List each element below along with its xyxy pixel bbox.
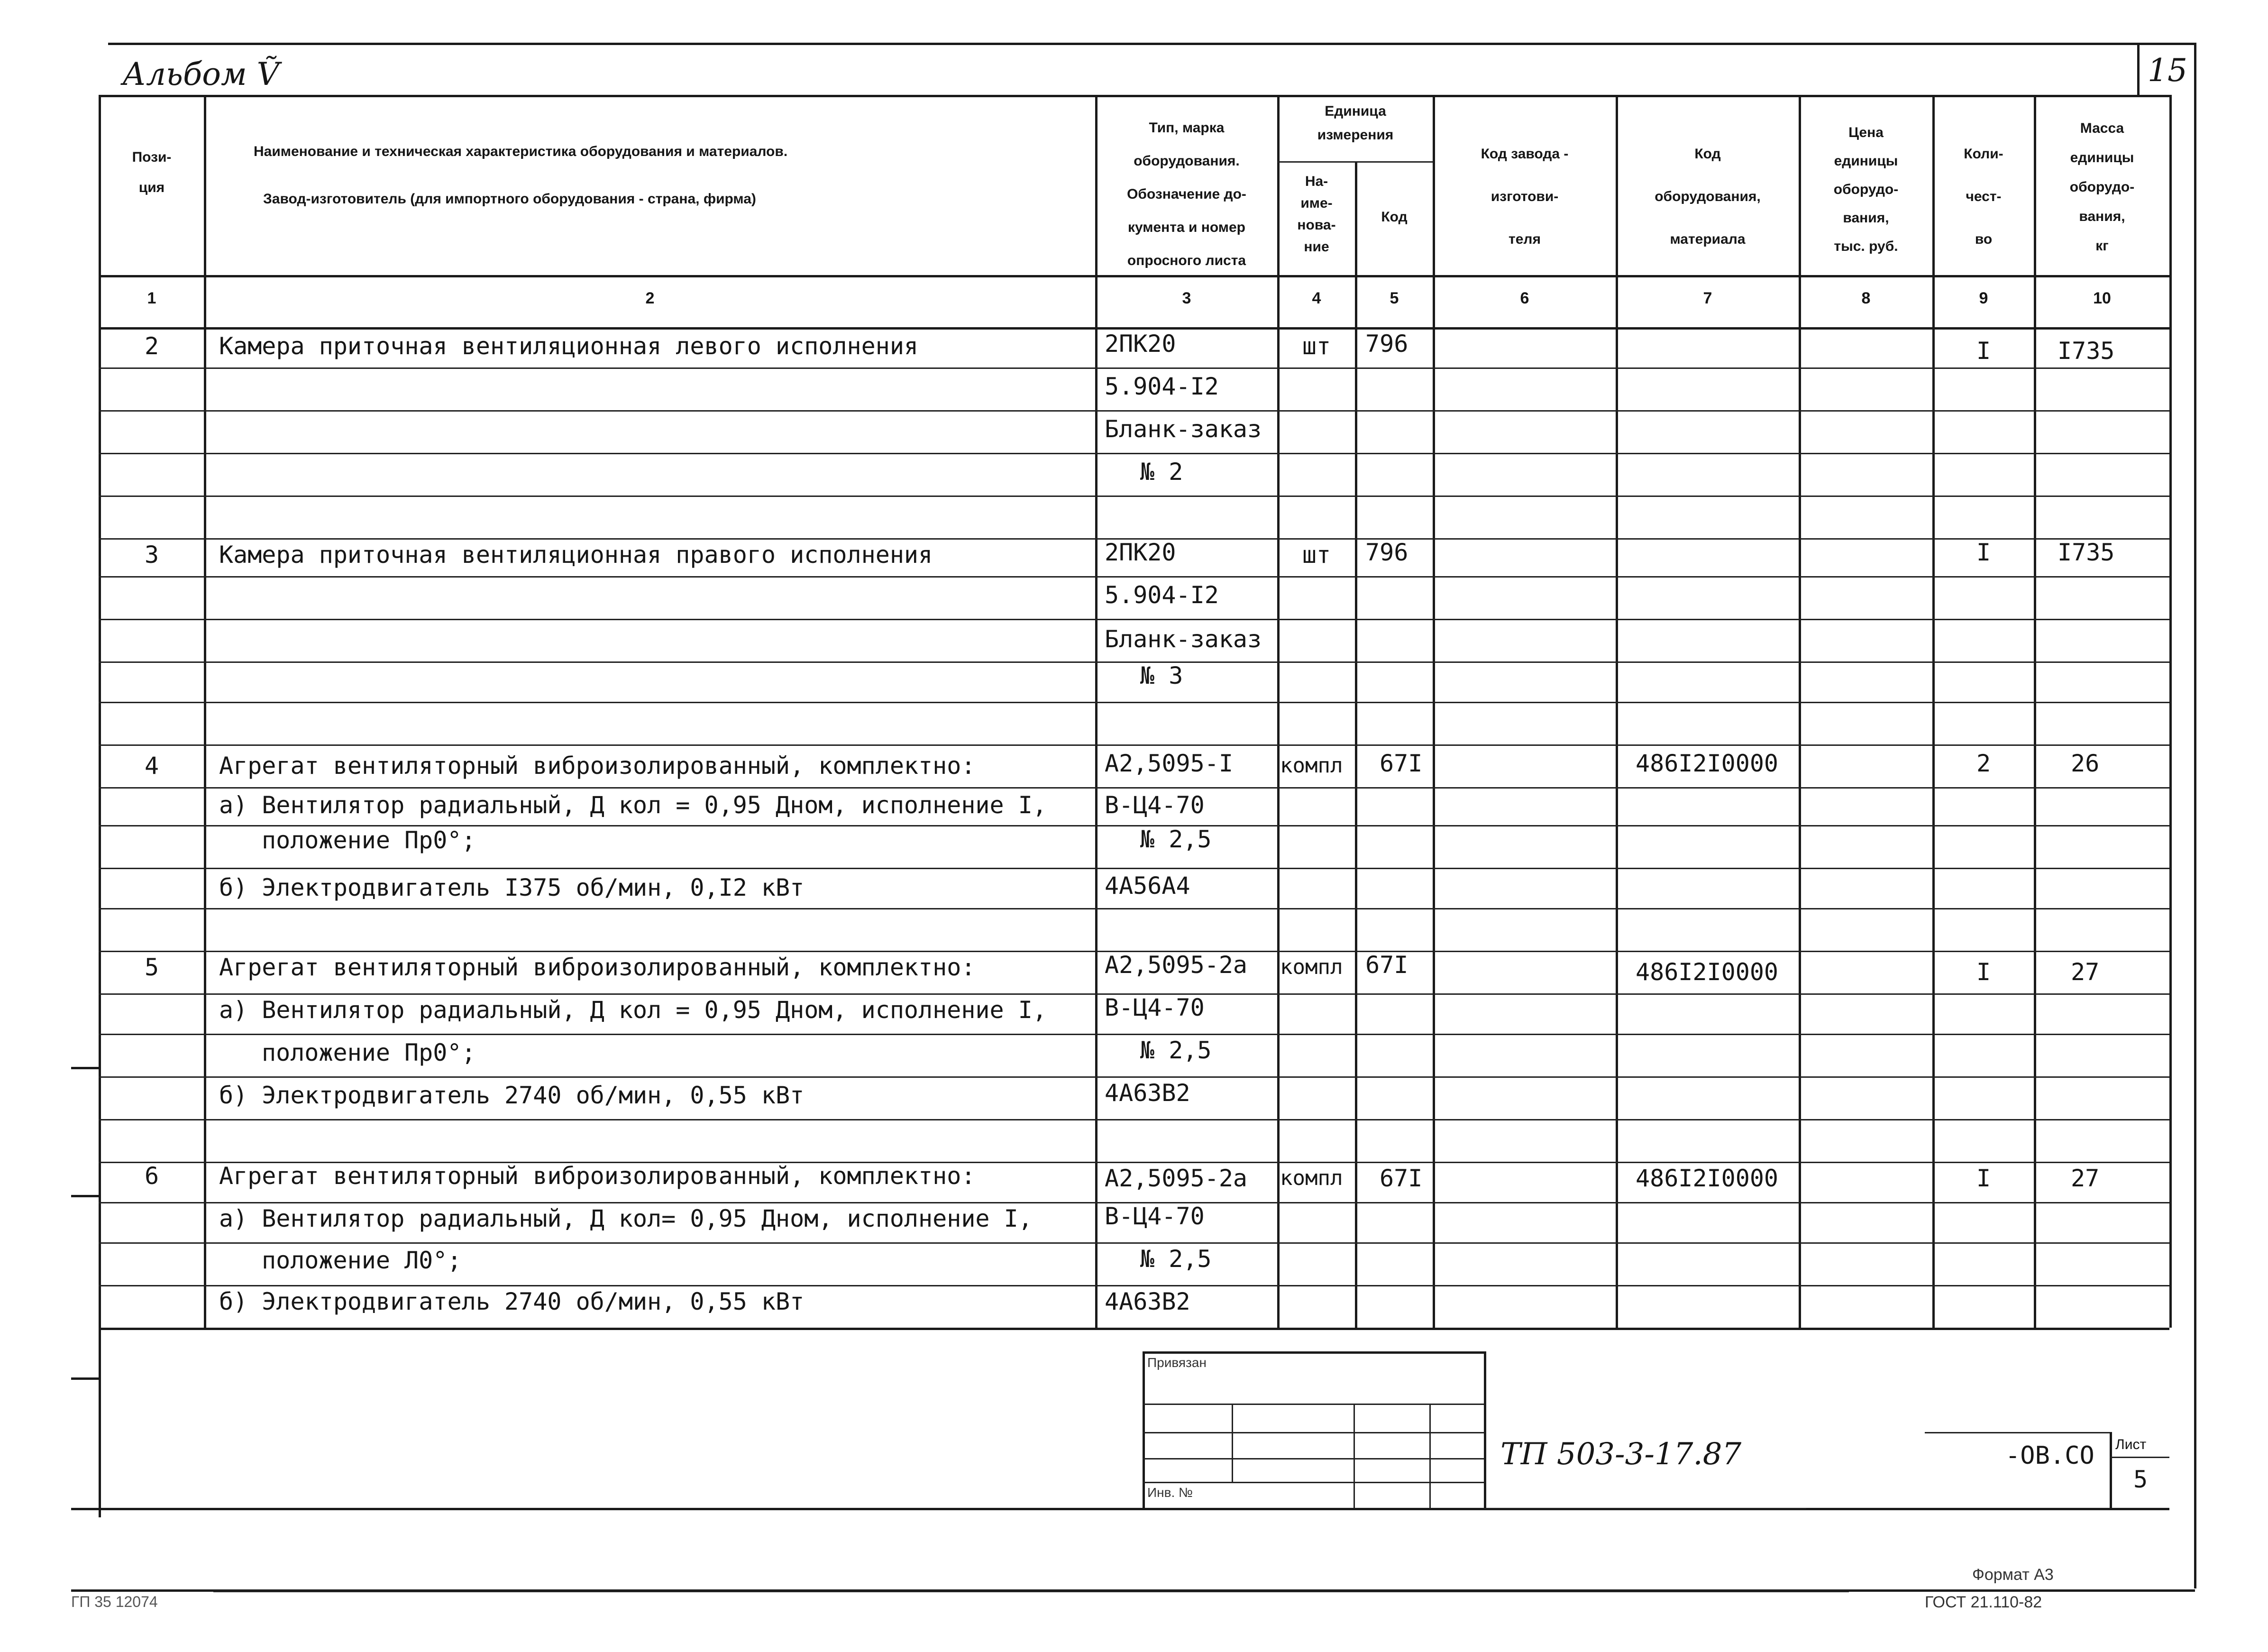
col-sep-8	[1932, 95, 1935, 1328]
stamp-right	[1484, 1351, 1486, 1508]
stamp-line	[1143, 1458, 1484, 1459]
row-position: 5	[144, 954, 159, 981]
row-type: А2,5095-2а	[1105, 1165, 1248, 1192]
row-type: 4А56А4	[1105, 872, 1190, 899]
page-number: 15	[2148, 52, 2187, 89]
header-unit-name: На- име- нова- ние	[1297, 174, 1336, 255]
col-number: 4	[1312, 289, 1321, 307]
row-name: положение Пр0°;	[262, 826, 476, 854]
row-name: б) Электродвигатель 2740 об/мин, 0,55 кВт	[219, 1288, 805, 1315]
frame-top	[108, 43, 2196, 45]
row-unit-code: 796	[1365, 539, 1408, 566]
row-unit: шт	[1302, 541, 1331, 569]
row-type: А2,5095-I	[1105, 750, 1233, 777]
col-number: 5	[1390, 289, 1399, 307]
row-line	[99, 1034, 2169, 1035]
sheet-box-line	[2110, 1457, 2169, 1458]
unit-subheader-line	[1277, 161, 1433, 163]
row-type: 5.904-I2	[1105, 373, 1219, 400]
row-quantity: I	[1976, 958, 1991, 986]
row-type: В-Ц4-70	[1105, 1202, 1205, 1230]
col-number: 3	[1182, 289, 1191, 307]
row-name: а) Вентилятор радиальный, Д кол= 0,95 Дном, исполнение I,	[219, 1205, 1033, 1232]
row-line	[99, 908, 2169, 909]
row-line	[99, 619, 2169, 620]
sheet-label: Лист	[2115, 1437, 2147, 1452]
col-number: 9	[1979, 289, 1988, 307]
row-name: а) Вентилятор радиальный, Д кол = 0,95 Дном, исполнение I,	[219, 791, 1047, 819]
document-code: ТП 503-3-17.87	[1500, 1437, 1742, 1472]
stamp-top	[1143, 1351, 1484, 1354]
stamp-line	[1143, 1482, 1484, 1483]
row-unit-code: 796	[1365, 330, 1408, 358]
col-sep-5	[1433, 95, 1435, 1328]
row-line	[99, 367, 2169, 369]
row-line	[99, 1242, 2169, 1244]
table-right	[2169, 95, 2172, 1328]
gost-label: ГОСТ 21.110-82	[1925, 1593, 2042, 1611]
row-line	[99, 453, 2169, 454]
col-sep-1	[204, 95, 206, 1328]
row-position: 4	[144, 752, 159, 780]
margin-tick	[71, 1377, 100, 1380]
row-name: положение Л0°;	[262, 1247, 462, 1274]
header-position: Пози- ция	[132, 149, 172, 195]
col-sep-3	[1277, 95, 1280, 1328]
row-type: 5.904-I2	[1105, 581, 1219, 609]
row-mass: I735	[2058, 539, 2115, 566]
bottom-line	[71, 1508, 2169, 1510]
row-equipment-code: 486I2I0000	[1636, 750, 1779, 777]
col-number: 7	[1703, 289, 1712, 307]
stamp-inv-label: Инв. №	[1147, 1485, 1193, 1500]
row-unit: компл	[1280, 753, 1343, 778]
row-unit: шт	[1302, 332, 1331, 360]
stamp-col	[1353, 1404, 1355, 1508]
stamp-col	[1429, 1404, 1431, 1508]
stamp-line	[1143, 1432, 1484, 1433]
footer-line	[213, 1591, 1849, 1592]
row-name: Камера приточная вентиляционная правого исполнения	[219, 541, 933, 569]
row-unit: компл	[1280, 955, 1343, 979]
row-line	[99, 868, 2169, 869]
row-type: № 2	[1140, 458, 1183, 486]
row-name: а) Вентилятор радиальный, Д кол = 0,95 Дном, исполнение I,	[219, 996, 1047, 1024]
row-type: № 2,5	[1140, 826, 1212, 853]
row-unit-code: 67I	[1365, 951, 1408, 979]
row-unit-code: 67I	[1380, 1165, 1423, 1192]
row-mass: 27	[2071, 1165, 2100, 1192]
row-name: Агрегат вентиляторный виброизолированный, комплектно:	[219, 954, 976, 981]
row-quantity: 2	[1976, 750, 1991, 777]
row-name: б) Электродвигатель I375 об/мин, 0,I2 кВт	[219, 874, 805, 901]
row-line	[99, 1119, 2169, 1120]
row-line	[99, 410, 2169, 412]
row-line	[99, 702, 2169, 703]
col-sep-9	[2034, 95, 2036, 1328]
margin-tick	[71, 1067, 100, 1069]
stamp-col	[1232, 1404, 1233, 1482]
row-line	[99, 576, 2169, 578]
row-equipment-code: 486I2I0000	[1636, 958, 1779, 986]
stamp-attached-label: Привязан	[1147, 1355, 1207, 1370]
row-type: 2ПК20	[1105, 330, 1176, 358]
row-quantity: I	[1976, 1165, 1991, 1192]
header-type: Тип, марка оборудования. Обозначение до- кумента и номер опросного листа	[1127, 120, 1246, 268]
row-name: Агрегат вентиляторный виброизолированный, комплектно:	[219, 752, 976, 780]
col-sep-6	[1616, 95, 1618, 1328]
row-position: 6	[144, 1162, 159, 1190]
margin-tick	[71, 1195, 100, 1197]
row-type: А2,5095-2а	[1105, 951, 1248, 979]
album-label: Альбом Ṽ	[122, 56, 280, 92]
table-bottom	[99, 1328, 2169, 1330]
row-type: № 2,5	[1140, 1037, 1212, 1064]
row-position: 2	[144, 332, 159, 360]
header-unit-group: Единица измерения	[1317, 103, 1394, 143]
stamp-left	[1143, 1351, 1145, 1508]
row-quantity: I	[1976, 337, 1991, 365]
row-name: Камера приточная вентиляционная левого исполнения	[219, 332, 919, 360]
row-line	[99, 661, 2169, 663]
row-type: 4А63В2	[1105, 1079, 1190, 1107]
row-unit-code: 67I	[1380, 750, 1423, 777]
row-mass: 26	[2071, 750, 2100, 777]
header-name-line2: Завод-изготовитель (для импортного оборудования - страна, фирма)	[263, 191, 756, 207]
header-price: Цена единицы оборудо- вания, тыс. руб.	[1833, 125, 1899, 254]
format-label: Формат А3	[1972, 1566, 2054, 1584]
row-type: № 2,5	[1140, 1245, 1212, 1273]
col-sep-7	[1799, 95, 1801, 1328]
row-line	[99, 1285, 2169, 1286]
header-mass: Масса единицы оборудо- вания, кг	[2069, 120, 2135, 254]
table-top	[99, 95, 2169, 97]
row-line	[99, 787, 2169, 789]
col-number: 1	[147, 289, 156, 307]
frame-right	[2194, 44, 2196, 1588]
col-number: 6	[1520, 289, 1529, 307]
suffix-topline	[1925, 1432, 2110, 1433]
table-left	[99, 95, 101, 1517]
row-position: 3	[144, 541, 159, 569]
col-sep-2	[1095, 95, 1097, 1328]
col-number: 8	[1861, 289, 1871, 307]
header-quantity: Коли- чест- во	[1964, 146, 2003, 247]
row-type: В-Ц4-70	[1105, 994, 1205, 1021]
row-name: Агрегат вентиляторный виброизолированный, комплектно:	[219, 1162, 976, 1190]
document-suffix: -ОВ.СО	[2005, 1441, 2094, 1470]
header-equipment-code: Код оборудования, материала	[1655, 146, 1761, 247]
row-line	[99, 1076, 2169, 1078]
row-type: № 3	[1140, 662, 1183, 689]
page-number-divider	[2137, 44, 2140, 96]
row-mass: I735	[2058, 337, 2115, 365]
col-number: 10	[2093, 289, 2111, 307]
row-quantity: I	[1976, 539, 1991, 566]
row-unit: компл	[1280, 1166, 1343, 1190]
footer-left-code: ГП 35 12074	[71, 1593, 158, 1610]
stamp-line	[1143, 1404, 1484, 1405]
row-type: Бланк-заказ	[1105, 415, 1262, 443]
row-name: положение Пр0°;	[262, 1039, 476, 1066]
row-mass: 27	[2071, 958, 2100, 986]
row-line	[99, 744, 2169, 746]
row-type: Бланк-заказ	[1105, 625, 1262, 653]
col-number: 2	[645, 289, 655, 307]
header-factory-code: Код завода - изготови- теля	[1481, 146, 1569, 247]
header-name-line1: Наименование и техническая характеристика оборудования и материалов.	[254, 144, 788, 159]
row-type: 4А63В2	[1105, 1288, 1190, 1315]
row-line	[99, 496, 2169, 497]
sheet-number: 5	[2133, 1466, 2148, 1493]
row-type: В-Ц4-70	[1105, 791, 1205, 819]
row-equipment-code: 486I2I0000	[1636, 1165, 1779, 1192]
row-type: 2ПК20	[1105, 539, 1176, 566]
row-name: б) Электродвигатель 2740 об/мин, 0,55 кВт	[219, 1082, 805, 1109]
doc-code-underline	[1484, 1508, 1806, 1509]
header-unit-code: Код	[1381, 209, 1408, 225]
